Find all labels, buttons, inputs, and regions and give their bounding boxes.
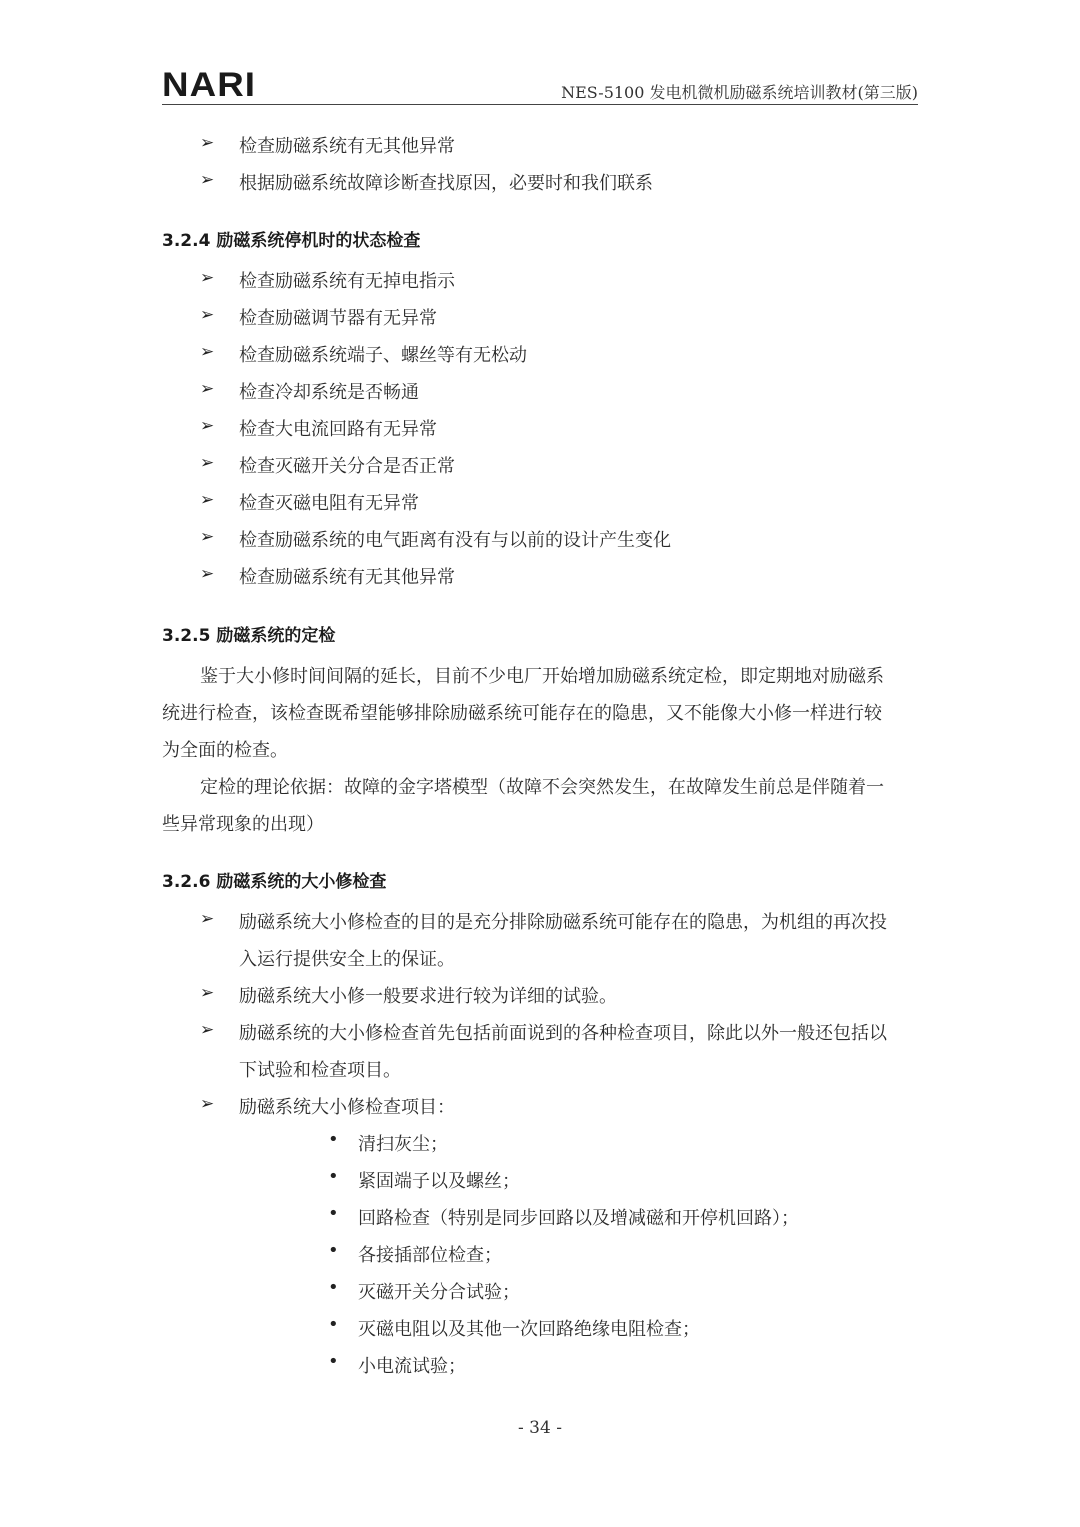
bullet-arrow-icon: ➢: [200, 342, 215, 362]
bullet-dot-icon: •: [328, 1277, 339, 1298]
list-item-continuation: 下试验和检查项目。: [239, 1060, 401, 1081]
bullet-arrow-icon: ➢: [200, 983, 215, 1003]
sub-list-item: 灭磁电阻以及其他一次回路绝缘电阻检查；: [358, 1319, 700, 1340]
page-header: [162, 60, 918, 105]
section-heading-3-2-5: 3.2.5 励磁系统的定检: [162, 626, 336, 646]
document-title: NES-5100 发电机微机励磁系统培训教材(第三版): [561, 83, 918, 102]
list-item: 检查大电流回路有无异常: [239, 419, 437, 440]
bullet-arrow-icon: ➢: [200, 1020, 215, 1040]
paragraph-line: 些异常现象的出现）: [162, 814, 324, 835]
bullet-arrow-icon: ➢: [200, 133, 215, 153]
bullet-arrow-icon: ➢: [200, 1094, 215, 1114]
bullet-dot-icon: •: [328, 1351, 339, 1372]
list-item: 励磁系统的大小修检查首先包括前面说到的各种检查项目，除此以外一般还包括以: [239, 1023, 887, 1044]
nari-logo: NARI: [162, 66, 257, 104]
list-item-continuation: 入运行提供安全上的保证。: [239, 949, 455, 970]
section-heading-3-2-6: 3.2.6 励磁系统的大小修检查: [162, 872, 387, 892]
paragraph-line: 定检的理论依据：故障的金字塔模型（故障不会突然发生，在故障发生前总是伴随着一: [200, 777, 884, 798]
bullet-arrow-icon: ➢: [200, 379, 215, 399]
bullet-arrow-icon: ➢: [200, 305, 215, 325]
list-item: 检查冷却系统是否畅通: [239, 382, 419, 403]
sub-list-item: 回路检查（特别是同步回路以及增减磁和开停机回路）；: [358, 1208, 799, 1229]
list-item: 励磁系统大小修一般要求进行较为详细的试验。: [239, 986, 617, 1007]
bullet-arrow-icon: ➢: [200, 170, 215, 190]
bullet-dot-icon: •: [328, 1129, 339, 1150]
sub-list-item: 清扫灰尘；: [358, 1134, 448, 1155]
paragraph-line: 为全面的检查。: [162, 740, 288, 761]
list-item: 检查励磁系统有无其他异常: [239, 567, 455, 588]
bullet-arrow-icon: ➢: [200, 909, 215, 929]
sub-list-item: 紧固端子以及螺丝；: [358, 1171, 520, 1192]
bullet-arrow-icon: ➢: [200, 490, 215, 510]
list-item: 检查励磁调节器有无异常: [239, 308, 437, 329]
bullet-dot-icon: •: [328, 1314, 339, 1335]
bullet-arrow-icon: ➢: [200, 527, 215, 547]
bullet-arrow-icon: ➢: [200, 453, 215, 473]
list-item: 检查励磁系统的电气距离有没有与以前的设计产生变化: [239, 530, 671, 551]
bullet-arrow-icon: ➢: [200, 416, 215, 436]
list-item: 检查励磁系统端子、螺丝等有无松动: [239, 345, 527, 366]
list-item: 检查灭磁开关分合是否正常: [239, 456, 455, 477]
sub-list-item: 灭磁开关分合试验；: [358, 1282, 520, 1303]
section-heading-3-2-4: 3.2.4 励磁系统停机时的状态检查: [162, 231, 421, 251]
sub-list-item: 小电流试验；: [358, 1356, 466, 1377]
paragraph-line: 统进行检查，该检查既希望能够排除励磁系统可能存在的隐患，又不能像大小修一样进行较: [162, 703, 882, 724]
list-item: 励磁系统大小修检查项目：: [239, 1097, 455, 1118]
bullet-arrow-icon: ➢: [200, 268, 215, 288]
bullet-arrow-icon: ➢: [200, 564, 215, 584]
bullet-dot-icon: •: [328, 1240, 339, 1261]
paragraph-line: 鉴于大小修时间间隔的延长，目前不少电厂开始增加励磁系统定检，即定期地对励磁系: [200, 666, 884, 687]
list-item: 检查励磁系统有无掉电指示: [239, 271, 455, 292]
list-item: 根据励磁系统故障诊断查找原因，必要时和我们联系: [239, 173, 653, 194]
page-number: - 34 -: [518, 1418, 562, 1438]
list-item: 检查灭磁电阻有无异常: [239, 493, 419, 514]
list-item: 检查励磁系统有无其他异常: [239, 136, 455, 157]
sub-list-item: 各接插部位检查；: [358, 1245, 502, 1266]
bullet-dot-icon: •: [328, 1166, 339, 1187]
bullet-dot-icon: •: [328, 1203, 339, 1224]
list-item: 励磁系统大小修检查的目的是充分排除励磁系统可能存在的隐患，为机组的再次投: [239, 912, 887, 933]
